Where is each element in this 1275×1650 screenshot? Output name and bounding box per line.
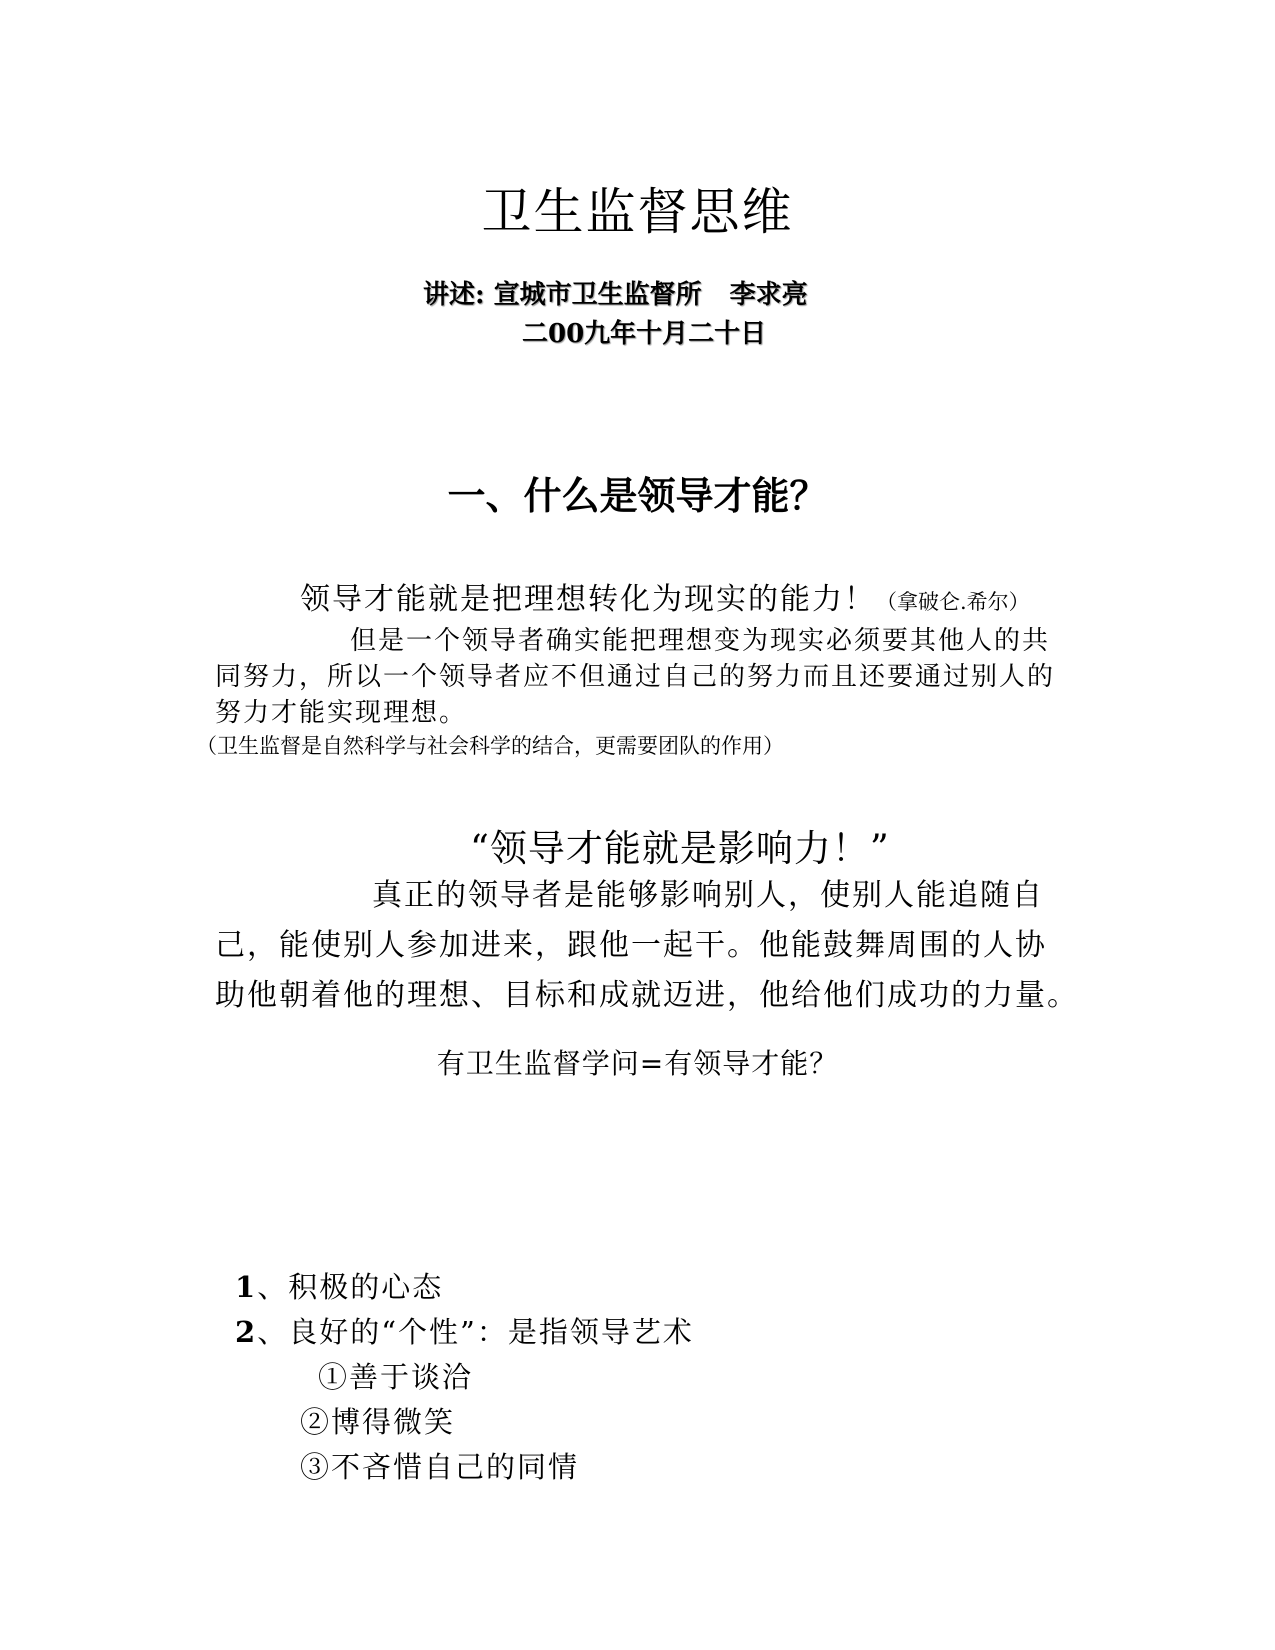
paragraph-1-line-2: 同努力，所以一个领导者应不但通过自己的努力而且还要通过别人的 xyxy=(215,662,1056,692)
list-item-number: 2 xyxy=(235,1315,258,1349)
lead-author: （拿破仑.希尔） xyxy=(876,590,1030,614)
list-item-text: 、良好的“个性”：是指领导艺术 xyxy=(257,1315,694,1349)
quote-heading: “领导才能就是影响力！” xyxy=(470,827,890,870)
section-heading: 一、什么是领导才能？ xyxy=(447,474,828,518)
paragraph-1-line-1: 但是一个领导者确实能把理想变为现实必须要其他人的共 xyxy=(350,626,1051,656)
lead-text: 领导才能就是把理想转化为现实的能力！ xyxy=(300,582,876,617)
parenthetical-note: （卫生监督是自然科学与社会科学的结合，更需要团队的作用） xyxy=(196,734,784,758)
speaker-org: 讲述: 宣城市卫生监督所 xyxy=(423,280,702,310)
question-line: 有卫生监督学问=有领导才能？ xyxy=(436,1047,839,1080)
paragraph-2-line-2: 己，能使别人参加进来，跟他一起干。他能鼓舞周围的人协 xyxy=(215,928,1047,963)
document-title: 卫生监督思维 xyxy=(481,183,794,241)
sub-list-item: ①善于谈洽 xyxy=(318,1360,474,1394)
paragraph-2-line-1: 真正的领导者是能够影响别人，使别人能追随自 xyxy=(372,878,1044,913)
lecture-date: 二00九年十月二十日 xyxy=(522,319,767,349)
sub-list-item: ③不吝惜自己的同情 xyxy=(300,1450,580,1484)
sub-list-item: ②博得微笑 xyxy=(300,1405,456,1439)
lead-statement xyxy=(300,574,1030,618)
speaker-name: 李求亮 xyxy=(729,280,808,310)
list-item-number: 1 xyxy=(235,1270,258,1304)
paragraph-1-line-3: 努力才能实现理想。 xyxy=(215,698,468,728)
paragraph-2-line-3: 助他朝着他的理想、目标和成就迈进，他给他们成功的力量。 xyxy=(215,978,1079,1013)
list-item xyxy=(235,1310,694,1351)
list-item xyxy=(235,1265,443,1306)
list-item-text: 、积极的心态 xyxy=(257,1270,444,1304)
speaker-line xyxy=(423,274,808,311)
